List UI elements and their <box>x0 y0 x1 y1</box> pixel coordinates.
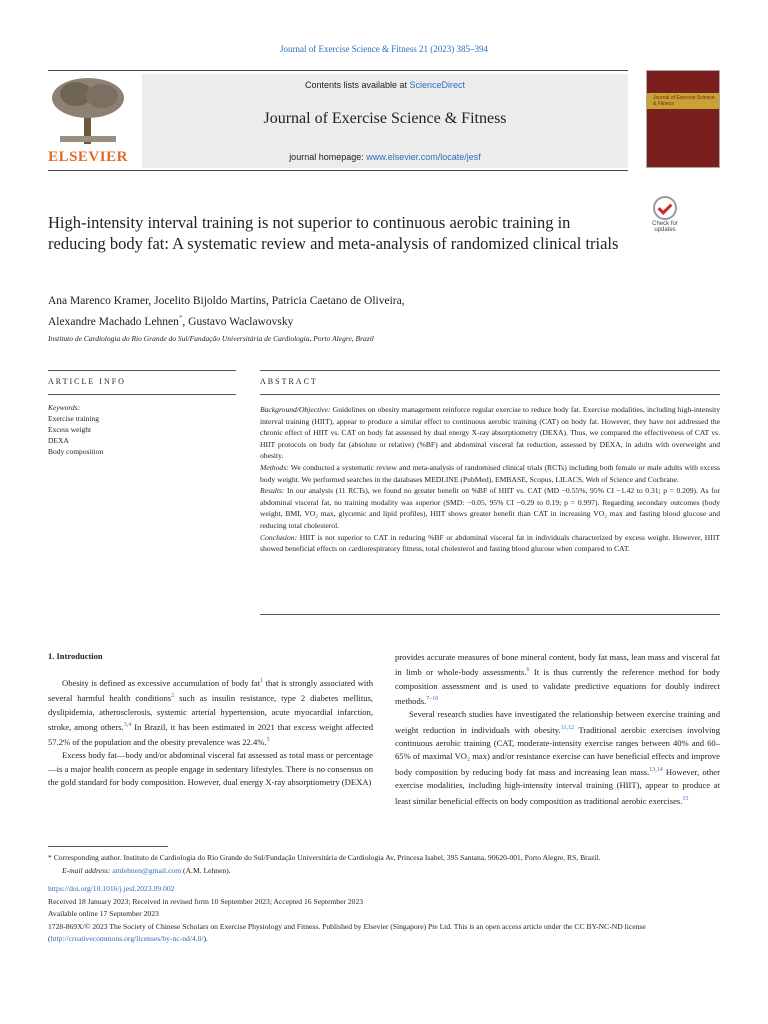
corresponding-mark[interactable]: * <box>178 314 183 322</box>
abstract-background: Background/Objective: Guidelines on obesity management reinforce regular exercise to reduce body fat. Exercise modalities, including high-intensity interval training (HIIT), appear to produce a similar effect to continuous aerobic training (CAT) on body fat. However, they have not addressed the chronic effect of HIIT vs. CAT on body fat assessed by dual energy X-ray absorptiometry (DEXA). Thus, we compared the effectiveness of CAT vs. HIIT protocols on body fat (absolute or relative) (%BF) and abdominal visceral fat reduction, assessed by DEXA, in adults with overweight and obesity. <box>260 405 720 461</box>
section-rule <box>260 370 720 371</box>
keyword: Excess weight <box>48 425 92 434</box>
keywords-label: Keywords: <box>48 403 81 412</box>
keyword: Exercise training <box>48 414 100 423</box>
author-list <box>48 293 608 331</box>
section-rule <box>260 394 720 395</box>
abstract-label: Methods: <box>260 462 289 472</box>
abstract-heading: ABSTRACT <box>260 377 318 386</box>
journal-title: Journal of Exercise Science & Fitness <box>263 110 507 127</box>
section-rule <box>260 614 720 615</box>
abstract-results: Results: In our analysis (11 RCTs), we found no greater benefit on %BF of HIIT vs. CAT (MD −0.55%, 95% CI −1.42 to 0.31; p = 0.209). As for abdominal visceral fat, no training modality was superior (SMD: −0.05, 95% CI −0.29 to 0.19; p = 0.997). Regarding secondary outcomes (body weight, BMI, VO₂ max, glycemic and lipid profiles), HIIT shows greater benefit than CAT in increasing VO₂ max and fasting blood glucose and reducing total cholesterol. <box>260 486 720 530</box>
tree-icon <box>48 76 128 148</box>
keyword: DEXA <box>48 436 69 445</box>
homepage-link[interactable]: www.elsevier.com/locate/jesf <box>366 152 481 162</box>
homepage-line <box>142 152 628 162</box>
license-link[interactable]: http://creativecommons.org/licenses/by-nc-nd/4.0/ <box>50 934 204 943</box>
corresponding-author-note: * Corresponding author. Instituto de Cardiologia do Rio Grande do Sul/Fundação Universitária de Cardiologia Av, Princesa Isabel, 395 Santana, 90620-001, Porto Alegre, RS, Brazil. <box>48 853 601 862</box>
reference-link[interactable]: 3,4 <box>123 721 132 728</box>
contents-prefix: Contents lists available at <box>304 80 410 90</box>
abstract-methods: Methods: We conducted a systematic review and meta-analysis of randomised clinical trials (RCTs) including both female or male adults with excess body weight. We performed searches in the databases MEDLINE (PubMed), EMBASE, Scopus, LILACS, Web of Science and Cochrane. <box>260 462 720 484</box>
reference-link[interactable]: 15 <box>682 795 689 802</box>
abstract-label: Background/Objective: <box>260 405 331 414</box>
keywords-block <box>48 402 228 457</box>
check-for-updates-badge[interactable] <box>646 196 684 233</box>
paragraph: Excess body fat—body and/or abdominal visceral fat assessed as total mass or percentage—is a major health concern as people engage in sedentary lifestyles. There is no consensus on the gold standard for body composition. However, dual energy X-ray absorptiometry (DEXA) <box>48 750 373 788</box>
reference-link[interactable]: 7–10 <box>426 696 439 703</box>
received-dates: Received 18 January 2023; Received in revised form 10 September 2023; Accepted 16 September 2023 <box>48 896 364 906</box>
footnote-rule <box>48 846 168 847</box>
author-line <box>48 310 608 331</box>
paragraph: provides accurate measures of bone mineral content, body fat mass, lean mass and visceral fat in limb or whole-body assessments.$^6$ It is thus currently the reference method for body composition assessment and is used to validate predictive equations for doubly indirect methods.$^{7-10}$ <box>395 652 720 706</box>
sciencedirect-link[interactable]: ScienceDirect <box>409 80 466 90</box>
journal-cover-thumbnail[interactable] <box>646 70 720 168</box>
article-info-heading: ARTICLE INFO <box>48 377 126 386</box>
body-column-right <box>395 651 720 808</box>
abstract-label: Conclusion: <box>260 532 298 542</box>
reference-link[interactable]: 5 <box>266 737 270 744</box>
cover-title: Journal of Exercise Science & Fitness <box>653 95 715 107</box>
elsevier-logo[interactable] <box>48 76 128 166</box>
author-line: Ana Marenco Kramer, Jocelito Bijoldo Martins, Patricia Caetano de Oliveira, <box>48 295 405 307</box>
email-line: E-mail address: amlehnen@gmail.com (A.M. Lehnen). <box>62 865 231 875</box>
reference-link[interactable]: 1 <box>260 678 264 684</box>
body-column-left <box>48 675 373 790</box>
abstract-label: Results: <box>260 486 285 496</box>
reference-link[interactable]: 11,12 <box>560 724 574 731</box>
paragraph: Several research studies have investigated the relationship between exercise training and weight reduction in individuals with obesity.$^{11,12}$ Traditional aerobic exercises involving continuous aerobic training (CAT, moderate-intensity exercise ranges between 40% and 60–65% of maximal VO₂ max) and/or resistance exercise can have beneficial effects and improve body composition by reducing body fat mass and increasing lean mass.$^{13,14}$ However, other exercise modalities, including high-intensity interval training (HIIT), appear to produce at least similar beneficial effects on body composition as traditional aerobic exercises.$^{15}$ <box>395 709 720 806</box>
keyword: Body composition <box>48 447 104 456</box>
section-rule <box>48 394 236 395</box>
reference-link[interactable]: 2 <box>171 693 175 700</box>
abstract-conclusion: Conclusion: HIIT is not superior to CAT in reducing %BF or abdominal visceral fat in individuals characterized by excess weight. However, HIIT showed beneficial effects on cardiorespiratory fitness, total cholesterol and fasting blood glucose when compared to CAT. <box>260 532 720 554</box>
header-rule <box>48 70 628 71</box>
badge-line2: updates <box>654 227 676 233</box>
homepage-prefix: journal homepage: <box>289 152 367 162</box>
contents-line <box>142 80 628 90</box>
header-rule <box>48 170 628 171</box>
doi-link[interactable]: https://doi.org/10.1016/j.jesf.2023.09.002 <box>48 884 175 893</box>
section-rule <box>48 370 236 371</box>
email-label: E-mail address: <box>62 865 111 875</box>
available-online: Available online 17 September 2023 <box>48 909 159 918</box>
email-link[interactable]: amlehnen@gmail.com <box>112 865 182 875</box>
footnotes <box>48 852 720 946</box>
check-icon <box>653 196 677 220</box>
journal-citation[interactable]: Journal of Exercise Science & Fitness 21 (2023) 385–394 <box>280 44 488 54</box>
author-name[interactable]: Alexandre Machado Lehnen <box>48 315 179 328</box>
journal-masthead <box>142 74 628 168</box>
article-title: High-intensity interval training is not superior to continuous aerobic training in reducing body fat: A systematic review and meta-analysis of randomized clinical trials <box>48 213 619 253</box>
affiliation: Instituto de Cardiologia do Rio Grande do Sul/Fundação Universitária de Cardiologia, Porto Alegre, Brazil <box>48 334 374 343</box>
reference-link[interactable]: 13,14 <box>649 766 663 773</box>
author-name[interactable]: , Gustavo Waclawovsky <box>182 315 294 328</box>
reference-link[interactable]: 6 <box>526 667 530 674</box>
paragraph: Obesity is defined as excessive accumulation of body fat$^1$ that is strongly associated with several harmful health conditions$^2$ such as insulin resistance, type 2 diabetes mellitus, dyslipidemia, atherosclerosis, systemic arterial hypertension, acute myocardial infarction, stroke, among others.$^{3,4}$ In Brazil, it has been estimated in 2021 that excess weight affected 57.2% of the population and the obesity prevalence was 22.4%.$^5$ <box>48 677 373 748</box>
copyright-notice: 1728-869X/© 2023 The Society of Chinese Scholars on Exercise Physiology and Fitness. Published by Elsevier (Singapore) Pte Ltd. This is an open access article under the CC BY-NC-ND license (http://creativecommons.org/licenses/by-nc-nd/4.0/). <box>48 921 646 943</box>
badge-line1: Check for <box>652 221 678 227</box>
section-heading-introduction: 1. Introduction <box>48 651 103 661</box>
abstract-body <box>260 404 720 555</box>
publisher-name: ELSEVIER <box>48 149 128 165</box>
